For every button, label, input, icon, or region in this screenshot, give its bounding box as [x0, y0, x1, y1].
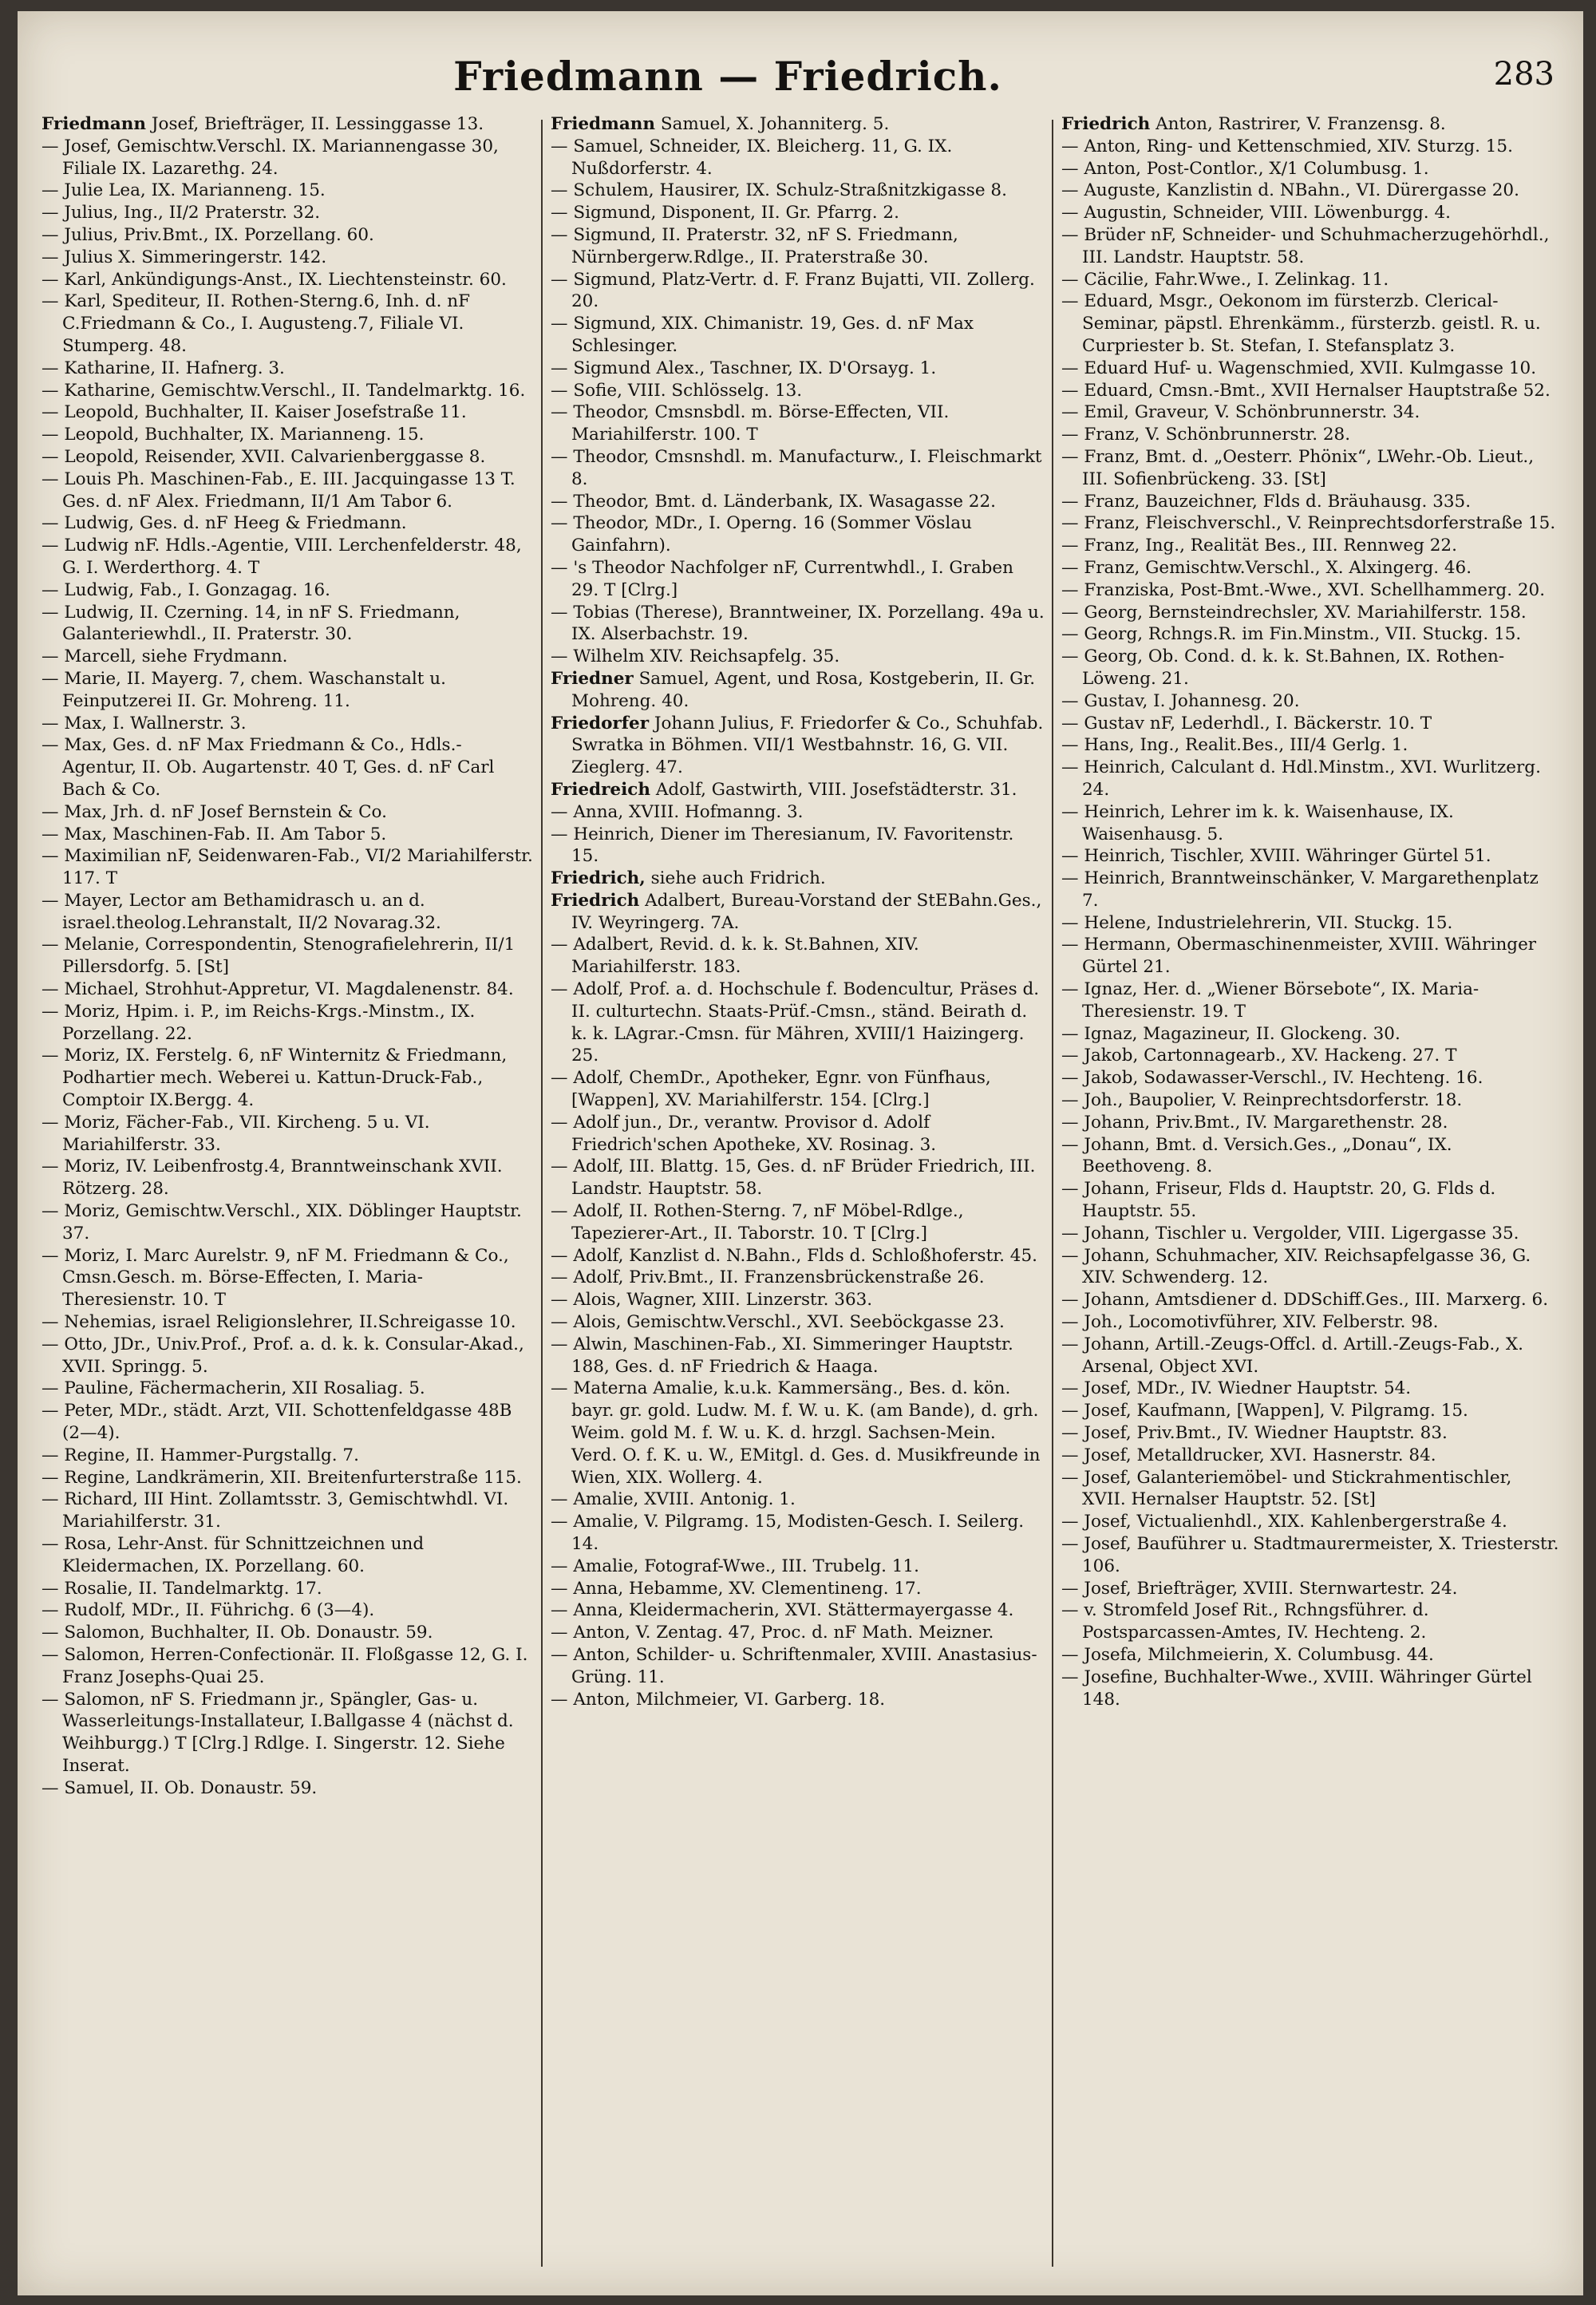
directory-entry: — Ludwig, Fab., I. Gonzagag. 16.	[41, 579, 330, 600]
directory-entry: — Gustav nF, Lederhdl., I. Bäckerstr. 10. T	[1061, 713, 1432, 733]
column-rule-1	[541, 120, 543, 2267]
directory-entry: — Johann, Artill.-Zeugs-Offcl. d. Artill.-Zeugs-Fab., X. Arsenal, Object XVI.	[1061, 1334, 1524, 1377]
directory-entry: Friedrich Anton, Rastrirer, V. Franzensg. 8.	[1061, 114, 1446, 134]
directory-entry: — Leopold, Buchhalter, IX. Marianneng. 15.	[41, 425, 425, 445]
directory-entry: — Franz, V. Schönbrunnerstr. 28.	[1061, 425, 1351, 445]
directory-entry: — Johann, Tischler u. Vergolder, VIII. Ligergasse 35.	[1061, 1223, 1519, 1243]
directory-entry: — Franz, Fleischverschl., V. Reinprechtsdorferstraße 15.	[1061, 513, 1556, 534]
column-2	[551, 113, 1045, 2268]
directory-entry: — Ludwig, II. Czerning. 14, in nF S. Friedmann, Galanteriewhdl., II. Praterstr. 30.	[41, 602, 460, 645]
directory-entry: — Julius, Priv.Bmt., IX. Porzellang. 60.	[41, 224, 374, 245]
directory-entry: — Anna, Kleidermacherin, XVI. Stättermayergasse 4.	[551, 1600, 1014, 1621]
running-title: Friedmann — Friedrich.	[453, 53, 1002, 100]
column-1	[41, 113, 535, 2268]
directory-entry: — Rosalie, II. Tandelmarktg. 17.	[41, 1578, 322, 1599]
directory-entry: — Salomon, Herren-Confectionär. II. Floßgasse 12, G. I. Franz Josephs-Quai 25.	[41, 1644, 528, 1687]
directory-entry: — Adolf, Prof. a. d. Hochschule f. Bodencultur, Präses d. II. culturtechn. Staats-Prüf.-Cmsn., ständ. Beirath d. k. k. LAgrar.-Cmsn. für Mähren, XVIII/1 Haizingerg. 25.	[551, 979, 1040, 1066]
directory-entry: — Moriz, IX. Ferstelg. 6, nF Winternitz & Friedmann, Podhartier mech. Weberei u. Kattun-Druck-Fab., Comptoir IX.Bergg. 4.	[41, 1046, 508, 1111]
directory-entry: — Anton, Milchmeier, VI. Garberg. 18.	[551, 1689, 886, 1710]
directory-entry: — Sigmund, Platz-Vertr. d. F. Franz Bujatti, VII. Zollerg. 20.	[551, 269, 1035, 312]
directory-entry: — Moriz, I. Marc Aurelstr. 9, nF M. Friedmann & Co., Cmsn.Gesch. m. Börse-Effecten, I. Maria-Theresienstr. 10. T	[41, 1245, 509, 1311]
directory-entry: — Helene, Industrielehrerin, VII. Stuckg. 15.	[1061, 912, 1453, 933]
directory-entry: — Adolf, III. Blattg. 15, Ges. d. nF Brüder Friedrich, III. Landstr. Hauptstr. 58.	[551, 1156, 1036, 1200]
directory-entry: — Heinrich, Lehrer im k. k. Waisenhause, IX. Waisenhausg. 5.	[1061, 801, 1454, 844]
directory-entry: — Auguste, Kanzlistin d. NBahn., VI. Dürergasse 20.	[1061, 180, 1519, 201]
directory-entry: — Johann, Priv.Bmt., IV. Margarethenstr. 28.	[1061, 1112, 1448, 1133]
directory-entry: — Adolf jun., Dr., verantw. Provisor d. Adolf Friedrich'schen Apotheke, XV. Rosinag. 3.	[551, 1112, 937, 1155]
directory-entry: — Alois, Wagner, XIII. Linzerstr. 363.	[551, 1290, 873, 1311]
page-header	[18, 53, 1583, 109]
directory-entry: — Richard, III Hint. Zollamtsstr. 3, Gemischtwhdl. VI. Mariahilferstr. 31.	[41, 1489, 509, 1532]
directory-entry: — Emil, Graveur, V. Schönbrunnerstr. 34.	[1061, 402, 1420, 423]
directory-entry: — Sofie, VIII. Schlösselg. 13.	[551, 380, 803, 401]
directory-entry: — Anton, V. Zentag. 47, Proc. d. nF Math. Meizner.	[551, 1623, 994, 1643]
directory-entry: — Sigmund, II. Praterstr. 32, nF S. Friedmann, Nürnbergerw.Rdlge., II. Praterstraße 30.	[551, 224, 958, 267]
directory-entry: — Josef, Priv.Bmt., IV. Wiedner Hauptstr. 83.	[1061, 1423, 1448, 1444]
directory-entry: — Adalbert, Revid. d. k. k. St.Bahnen, XIV. Mariahilferstr. 183.	[551, 935, 919, 978]
directory-entry: — Amalie, Fotograf-Wwe., III. Trubelg. 11.	[551, 1556, 919, 1576]
directory-entry: — Regine, II. Hammer-Purgstallg. 7.	[41, 1445, 359, 1465]
directory-entry: — Rudolf, MDr., II. Führichg. 6 (3—4).	[41, 1600, 375, 1621]
directory-entry: — Ignaz, Her. d. „Wiener Börsebote“, IX. Maria-Theresienstr. 19. T	[1061, 979, 1479, 1022]
directory-entry: — Franziska, Post-Bmt.-Wwe., XVI. Schellhammerg. 20.	[1061, 579, 1546, 600]
directory-entry: — Eduard Huf- u. Wagenschmied, XVII. Kulmgasse 10.	[1061, 358, 1537, 378]
directory-entry: Friedmann Samuel, X. Johanniterg. 5.	[551, 114, 890, 134]
directory-entry: — Josefine, Buchhalter-Wwe., XVIII. Währinger Gürtel 148.	[1061, 1666, 1532, 1710]
directory-entry: — Maximilian nF, Seidenwaren-Fab., VI/2 Mariahilferstr. 117. T	[41, 846, 533, 889]
directory-entry: — Georg, Ob. Cond. d. k. k. St.Bahnen, IX. Rothen-Löweng. 21.	[1061, 646, 1505, 689]
directory-entry: — Joh., Baupolier, V. Reinprechtsdorferstr. 18.	[1061, 1090, 1463, 1111]
directory-entry: — Eduard, Cmsn.-Bmt., XVII Hernalser Hauptstraße 52.	[1061, 380, 1551, 401]
directory-entry: — Moriz, Hpim. i. P., im Reichs-Krgs.-Minstm., IX. Porzellang. 22.	[41, 1001, 476, 1044]
directory-entry: — Max, I. Wallnerstr. 3.	[41, 713, 247, 733]
directory-entry: — Theodor, MDr., I. Operng. 16 (Sommer Vöslau Gainfahrn).	[551, 513, 972, 556]
directory-entry: — Alwin, Maschinen-Fab., XI. Simmeringer Hauptstr. 188, Ges. d. nF Friedrich & Haaga.	[551, 1334, 1013, 1377]
directory-entry: — Max, Jrh. d. nF Josef Bernstein & Co.	[41, 801, 387, 822]
directory-entry: — Wilhelm XIV. Reichsapfelg. 35.	[551, 646, 840, 667]
directory-entry: — Adolf, ChemDr., Apotheker, Egnr. von Fünfhaus, [Wappen], XV. Mariahilferstr. 154. [Clrg.]	[551, 1068, 991, 1111]
directory-entry: — Adolf, Kanzlist d. N.Bahn., Flds d. Schloßhoferstr. 45.	[551, 1245, 1037, 1266]
directory-entry: — Karl, Ankündigungs-Anst., IX. Liechtensteinstr. 60.	[41, 269, 507, 290]
directory-entry: — Karl, Spediteur, II. Rothen-Sterng.6, Inh. d. nF C.Friedmann & Co., I. Augusteng.7, Filiale VI. Stumperg. 48.	[41, 291, 471, 356]
page-number: 283	[1493, 56, 1555, 93]
directory-entry: — Georg, Bernsteindrechsler, XV. Mariahilferstr. 158.	[1061, 602, 1527, 623]
directory-entry: — Josef, Kaufmann, [Wappen], V. Pilgramg. 15.	[1061, 1401, 1468, 1421]
directory-entry: — Marcell, siehe Frydmann.	[41, 646, 288, 667]
directory-entry: — Nehemias, israel Religionslehrer, II.Schreigasse 10.	[41, 1312, 516, 1333]
directory-entry: — Julius, Ing., II/2 Praterstr. 32.	[41, 203, 321, 223]
directory-entry: — Samuel, Schneider, IX. Bleicherg. 11, G. IX. Nußdorferstr. 4.	[551, 136, 953, 179]
directory-entry: — Rosa, Lehr-Anst. für Schnittzeichnen und Kleidermachen, IX. Porzellang. 60.	[41, 1534, 425, 1576]
directory-entry: — Sigmund, XIX. Chimanistr. 19, Ges. d. nF Max Schlesinger.	[551, 314, 974, 356]
directory-entry: — Regine, Landkrämerin, XII. Breitenfurterstraße 115.	[41, 1467, 522, 1488]
directory-entry: — Mayer, Lector am Bethamidrasch u. an d. israel.theolog.Lehranstalt, II/2 Novarag.32.	[41, 890, 441, 933]
directory-entry: Friedrich, siehe auch Fridrich.	[551, 868, 826, 889]
directory-entry: — v. Stromfeld Josef Rit., Rchngsführer. d. Postsparcassen-Amtes, IV. Hechteng. 2.	[1061, 1600, 1429, 1643]
directory-entry: — Sigmund Alex., Taschner, IX. D'Orsayg. 1.	[551, 358, 937, 378]
directory-entry: — Otto, JDr., Univ.Prof., Prof. a. d. k. k. Consular-Akad., XVII. Springg. 5.	[41, 1334, 524, 1377]
directory-entry: — Heinrich, Branntweinschänker, V. Margarethenplatz 7.	[1061, 868, 1539, 911]
directory-entry: — Julie Lea, IX. Marianneng. 15.	[41, 180, 326, 201]
directory-entry: — Salomon, nF S. Friedmann jr., Spängler, Gas- u. Wasserleitungs-Installateur, I.Ballgasse 4 (nächst d. Weihburgg.) T [Clrg.] Rdlge. I. Singerstr. 12. Siehe Inserat.	[41, 1689, 514, 1776]
directory-entry: — Theodor, Bmt. d. Länderbank, IX. Wasagasse 22.	[551, 491, 997, 512]
directory-entry: — Eduard, Msgr., Oekonom im fürsterzb. Clerical-Seminar, päpstl. Ehrenkämm., fürsterzb. geistl. R. u. Curpriester b. St. Stefan, I. Stefansplatz 3.	[1061, 291, 1541, 356]
directory-entry: — Joh., Locomotivführer, XIV. Felberstr. 98.	[1061, 1312, 1439, 1333]
directory-entry: — Leopold, Reisender, XVII. Calvarienberggasse 8.	[41, 446, 486, 467]
directory-entry: — Max, Ges. d. nF Max Friedmann & Co., Hdls.-Agentur, II. Ob. Augartenstr. 40 T, Ges. d. nF Carl Bach & Co.	[41, 735, 495, 800]
directory-entry: — Melanie, Correspondentin, Stenografielehrerin, II/1 Pillersdorfg. 5. [St]	[41, 935, 516, 978]
directory-entry: — Jakob, Cartonnagearb., XV. Hackeng. 27. T	[1061, 1046, 1457, 1066]
directory-entry: — Franz, Gemischtw.Verschl., X. Alxingerg. 46.	[1061, 557, 1472, 578]
directory-entry: — Josefa, Milchmeierin, X. Columbusg. 44.	[1061, 1644, 1434, 1665]
directory-entry: — Materna Amalie, k.u.k. Kammersäng., Bes. d. kön. bayr. gr. gold. Ludw. M. f. W. u. K. (am Bande), d. grh. Weim. gold M. f. W. u. K. d. hrzgl. Sachsen-Mein. Verd. O. f. K. u. W., EMitgl. d. Ges. d. Musikfreunde in Wien, XIX. Wollerg. 4.	[551, 1378, 1041, 1488]
directory-entry: Friedorfer Johann Julius, F. Friedorfer & Co., Schuhfab. Swratka in Böhmen. VII/1 Westbahnstr. 16, G. VII. Zieglerg. 47.	[551, 713, 1044, 778]
directory-entry: — Johann, Friseur, Flds d. Hauptstr. 20, G. Flds d. Hauptstr. 55.	[1061, 1179, 1496, 1222]
directory-entry: — Hans, Ing., Realit.Bes., III/4 Gerlg. 1.	[1061, 735, 1408, 756]
directory-entry: — Moriz, Fächer-Fab., VII. Kircheng. 5 u. VI. Mariahilferstr. 33.	[41, 1112, 430, 1155]
directory-entry: — Adolf, Priv.Bmt., II. Franzensbrückenstraße 26.	[551, 1267, 985, 1288]
directory-entry: — Katharine, II. Hafnerg. 3.	[41, 358, 285, 378]
directory-entry: — Salomon, Buchhalter, II. Ob. Donaustr. 59.	[41, 1623, 433, 1643]
directory-entry: — Theodor, Cmsnsbdl. m. Börse-Effecten, VII. Mariahilferstr. 100. T	[551, 402, 950, 445]
directory-entry: — Franz, Bauzeichner, Flds d. Bräuhausg. 335.	[1061, 491, 1472, 512]
directory-entry: — Georg, Rchngs.R. im Fin.Minstm., VII. Stuckg. 15.	[1061, 624, 1522, 645]
directory-entry: — Augustin, Schneider, VIII. Löwenburgg. 4.	[1061, 203, 1451, 223]
directory-entry: — Franz, Ing., Realität Bes., III. Rennweg 22.	[1061, 536, 1457, 556]
directory-entry: — Anna, XVIII. Hofmanng. 3.	[551, 801, 804, 822]
directory-entry: Friedrich Adalbert, Bureau-Vorstand der StEBahn.Ges., IV. Weyringerg. 7A.	[551, 890, 1042, 933]
directory-entry: — Josef, Victualienhdl., XIX. Kahlenbergerstraße 4.	[1061, 1512, 1507, 1532]
directory-entry: — Josef, Briefträger, XVIII. Sternwartestr. 24.	[1061, 1578, 1458, 1599]
directory-entry: — Johann, Bmt. d. Versich.Ges., „Donau“, IX. Beethoveng. 8.	[1061, 1134, 1452, 1177]
directory-entry: — Anton, Ring- und Kettenschmied, XIV. Sturzg. 15.	[1061, 136, 1513, 156]
directory-entry: — Amalie, V. Pilgramg. 15, Modisten-Gesch. I. Seilerg. 14.	[551, 1512, 1025, 1554]
directory-entry: — Julius X. Simmeringerstr. 142.	[41, 247, 327, 267]
directory-entry: — Anton, Schilder- u. Schriftenmaler, XVIII. Anastasius-Grüng. 11.	[551, 1644, 1037, 1687]
directory-entry: — Amalie, XVIII. Antonig. 1.	[551, 1489, 796, 1510]
directory-entry: — Franz, Bmt. d. „Oesterr. Phönix“, LWehr.-Ob. Lieut., III. Sofienbrückeng. 33. [St]	[1061, 446, 1535, 489]
directory-entry: — Ludwig nF. Hdls.-Agentie, VIII. Lerchenfelderstr. 48, G. I. Werderthorg. 4. T	[41, 536, 522, 578]
directory-entry: — Heinrich, Tischler, XVIII. Währinger Gürtel 51.	[1061, 846, 1491, 867]
directory-entry: — Moriz, IV. Leibenfrostg.4, Branntweinschank XVII. Rötzerg. 28.	[41, 1156, 503, 1200]
directory-entry: — Michael, Strohhut-Appretur, VI. Magdalenenstr. 84.	[41, 979, 514, 1000]
column-3	[1061, 113, 1559, 2268]
directory-entry: — Josef, Gemischtw.Verschl. IX. Mariannengasse 30, Filiale IX. Lazarethg. 24.	[41, 136, 499, 179]
directory-entry: — Gustav, I. Johannesg. 20.	[1061, 690, 1300, 711]
directory-entry: — Jakob, Sodawasser-Verschl., IV. Hechteng. 16.	[1061, 1068, 1483, 1089]
directory-entry: — Brüder nF, Schneider- und Schuhmacherzugehörhdl., III. Landstr. Hauptstr. 58.	[1061, 224, 1550, 267]
directory-entry: — 's Theodor Nachfolger nF, Currentwhdl., I. Graben 29. T [Clrg.]	[551, 557, 1013, 600]
directory-entry: — Josef, Metalldrucker, XVI. Hasnerstr. 84.	[1061, 1445, 1436, 1465]
directory-entry: Friedner Samuel, Agent, und Rosa, Kostgeberin, II. Gr. Mohreng. 40.	[551, 668, 1036, 711]
directory-entry: Friedmann Josef, Briefträger, II. Lessinggasse 13.	[41, 114, 484, 134]
directory-entry: — Josef, Bauführer u. Stadtmaurermeister, X. Triesterstr. 106.	[1061, 1534, 1559, 1576]
directory-entry: — Moriz, Gemischtw.Verschl., XIX. Döblinger Hauptstr. 37.	[41, 1201, 522, 1243]
directory-entry: — Samuel, II. Ob. Donaustr. 59.	[41, 1777, 318, 1798]
directory-entry: — Anna, Hebamme, XV. Clementineng. 17.	[551, 1578, 922, 1599]
directory-entry: — Ludwig, Ges. d. nF Heeg & Friedmann.	[41, 513, 407, 534]
directory-entry: — Heinrich, Calculant d. Hdl.Minstm., XVI. Wurlitzerg. 24.	[1061, 757, 1541, 800]
directory-entry: — Marie, II. Mayerg. 7, chem. Waschanstalt u. Feinputzerei II. Gr. Mohreng. 11.	[41, 668, 446, 711]
directory-entry: — Ignaz, Magazineur, II. Glockeng. 30.	[1061, 1023, 1400, 1044]
directory-entry: — Schulem, Hausirer, IX. Schulz-Straßnitzkigasse 8.	[551, 180, 1007, 201]
directory-entry: — Adolf, II. Rothen-Sterng. 7, nF Möbel-Rdlge., Tapezierer-Art., II. Taborstr. 10. T [Clrg.]	[551, 1201, 964, 1243]
directory-entry: — Tobias (Therese), Branntweiner, IX. Porzellang. 49a u. IX. Alserbachstr. 19.	[551, 602, 1045, 645]
directory-entry: — Josef, MDr., IV. Wiedner Hauptstr. 54.	[1061, 1378, 1412, 1399]
directory-entry: — Josef, Galanteriemöbel- und Stickrahmentischler, XVII. Hernalser Hauptstr. 52. [St]	[1061, 1467, 1512, 1510]
directory-entry: — Theodor, Cmsnshdl. m. Manufacturw., I. Fleischmarkt 8.	[551, 446, 1042, 489]
directory-entry: — Cäcilie, Fahr.Wwe., I. Zelinkag. 11.	[1061, 269, 1389, 290]
directory-entry: — Johann, Amtsdiener d. DDSchiff.Ges., III. Marxerg. 6.	[1061, 1290, 1549, 1311]
directory-page	[18, 11, 1583, 2295]
directory-entry: — Anton, Post-Contlor., X/1 Columbusg. 1.	[1061, 158, 1429, 179]
column-rule-2	[1052, 120, 1053, 2267]
directory-entry: — Louis Ph. Maschinen-Fab., E. III. Jacquingasse 13 T. Ges. d. nF Alex. Friedmann, II/1 Am Tabor 6.	[41, 469, 516, 512]
directory-entry: — Alois, Gemischtw.Verschl., XVI. Seeböckgasse 23.	[551, 1312, 1005, 1333]
directory-entry: — Max, Maschinen-Fab. II. Am Tabor 5.	[41, 824, 387, 844]
directory-entry: — Leopold, Buchhalter, II. Kaiser Josefstraße 11.	[41, 402, 467, 423]
directory-entry: — Johann, Schuhmacher, XIV. Reichsapfelgasse 36, G. XIV. Schwenderg. 12.	[1061, 1245, 1531, 1288]
directory-entry: — Sigmund, Disponent, II. Gr. Pfarrg. 2.	[551, 203, 899, 223]
directory-entry: — Heinrich, Diener im Theresianum, IV. Favoritenstr. 15.	[551, 824, 1014, 867]
directory-entry: — Peter, MDr., städt. Arzt, VII. Schottenfeldgasse 48B (2—4).	[41, 1401, 512, 1444]
directory-entry: Friedreich Adolf, Gastwirth, VIII. Josefstädterstr. 31.	[551, 779, 1017, 800]
directory-entry: — Pauline, Fächermacherin, XII Rosaliag. 5.	[41, 1378, 425, 1399]
directory-entry: — Hermann, Obermaschinenmeister, XVIII. Währinger Gürtel 21.	[1061, 935, 1537, 978]
directory-entry: — Katharine, Gemischtw.Verschl., II. Tandelmarktg. 16.	[41, 380, 526, 401]
